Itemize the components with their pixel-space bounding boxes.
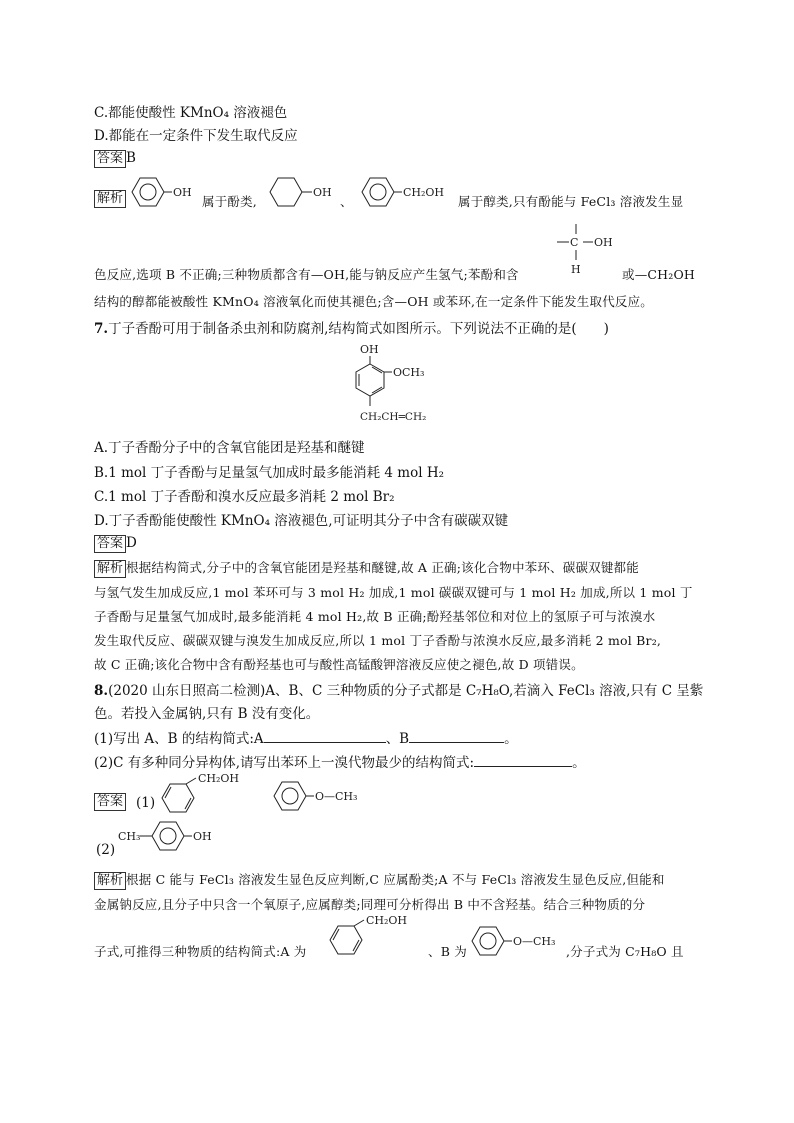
q7-option-a: A.丁子香酚分子中的含氧官能团是羟基和醚键 xyxy=(94,440,365,456)
ans-c-oh: OH xyxy=(193,830,212,843)
eugenol-och3: OCH₃ xyxy=(393,366,425,379)
q8-analysis-row-3: 子式,可推得三种物质的结构简式:A 为 xyxy=(94,944,307,959)
answer-blank-a[interactable] xyxy=(264,730,386,743)
q8-stem-1: (2020 山东日照高二检测)A、B、C 三种物质的分子式都是 C₇H₈O,若滴入 FeCl₃ 溶液,只有 C 呈紫 xyxy=(108,683,704,699)
q7-stem-row xyxy=(94,317,609,337)
an-b-och3: O—CH₃ xyxy=(513,935,556,948)
q8-ans2-label: (2) xyxy=(96,842,116,858)
q6-a2-tail: 或—CH₂OH xyxy=(622,267,696,282)
q6-answer-value: B xyxy=(126,150,136,166)
answer-c-p-cresol xyxy=(118,820,238,854)
q8-ans1-label: (1) xyxy=(136,795,156,811)
q8-analysis-row-1: 解析 根据 C 能与 FeCl₃ 溶液发生显色反应判断,C 应属酚类;A 不与 FeCl₃ 溶液发生显色反应,但能和 xyxy=(94,869,665,890)
ans-c-ch3: CH₃ xyxy=(118,830,141,843)
answer-b-anisole xyxy=(272,780,372,814)
eugenol-allyl: CH₂CH═CH₂ xyxy=(360,411,427,423)
analysis-label: 解析 xyxy=(94,190,126,208)
cyclohexanol-oh: OH xyxy=(313,186,332,199)
analysis-a-benzyl-alcohol xyxy=(328,914,428,958)
q7-stem: 丁子香酚可用于制备杀虫剂和防腐剂,结构简式如图所示。下列说法不正确的是( ) xyxy=(108,321,609,337)
phenol-structure xyxy=(130,174,190,210)
fragment-c: C xyxy=(570,236,579,249)
answer-blank-c[interactable] xyxy=(474,754,572,767)
q6-answer-row xyxy=(94,147,136,168)
answer-label: 答案 xyxy=(94,793,126,811)
option-c-prev: C.都能使酸性 KMnO₄ 溶液褪色 xyxy=(94,105,288,121)
answer-label: 答案 xyxy=(94,150,126,168)
q7-analysis-row-5: 故 C 正确;该化合物中含有酚羟基也可与酸性高锰酸钾溶液反应使之褪色,故 D 项错误。 xyxy=(94,657,584,672)
an-a-ch2oh: CH₂OH xyxy=(366,914,408,927)
q7-option-d: D.丁子香酚能使酸性 KMnO₄ 溶液褪色,可证明其分子中含有碳碳双键 xyxy=(94,513,509,529)
answer-blank-b[interactable] xyxy=(409,730,504,743)
q8-sub1-row: (1)写出 A、B 的结构简式:A 、B 。 xyxy=(94,731,518,747)
q7-analysis-row-1: 解析 根据结构简式,分子中的含氧官能团是羟基和醚键,故 A 正确;该化合物中苯环、碳碳双键都能 xyxy=(94,557,639,578)
q8-analysis-row-2: 金属钠反应,且分子中只含一个氧原子,应属醇类;同理可分析得出 B 中不含羟基。结合三种物质的分 xyxy=(94,897,646,912)
q7-option-b: B.1 mol 丁子香酚与足量氢气加成时最多能消耗 4 mol H₂ xyxy=(94,465,445,481)
analysis-label: 解析 xyxy=(94,560,126,578)
q7-analysis-row-2: 与氢气发生加成反应,1 mol 苯环可与 3 mol H₂ 加成,1 mol 碳碳双键可与 1 mol H₂ 加成,所以 1 mol 丁 xyxy=(94,585,693,600)
carbon-hydroxyl-fragment xyxy=(555,222,625,280)
ans-a-ch2oh: CH₂OH xyxy=(198,772,240,785)
option-d-prev: D.都能在一定条件下发生取代反应 xyxy=(94,128,298,144)
benzyl-alcohol-structure xyxy=(360,174,455,210)
q6-a1-text: 属于酚类, xyxy=(202,194,257,209)
q7-answer-value: D xyxy=(126,535,137,551)
q8-stem-row-1 xyxy=(94,679,703,699)
q8-stem-2: 色。若投入金属钠,只有 B 没有变化。 xyxy=(94,706,320,722)
q7-number: 7. xyxy=(94,321,109,337)
q7-analysis-row-4: 发生取代反应、碳碳双键与溴发生加成反应,所以 1 mol 丁子香酚与浓溴水反应,最多消耗 2 mol Br₂, xyxy=(94,633,662,648)
ans-b-och3: O—CH₃ xyxy=(315,790,358,803)
q6-a1-sep: 、 xyxy=(340,194,353,209)
cyclohexanol-structure xyxy=(268,174,338,210)
q8-an3-b: 、B 为 xyxy=(428,944,467,959)
eugenol-structure xyxy=(340,340,460,430)
q7-option-c: C.1 mol 丁子香酚和溴水反应最多消耗 2 mol Br₂ xyxy=(94,489,395,505)
benzyl-ch2oh: CH₂OH xyxy=(403,186,445,199)
eugenol-oh: OH xyxy=(360,343,379,356)
fragment-h: H xyxy=(571,263,581,276)
q7-analysis-row-3: 子香酚与足量氢气加成时,最多能消耗 4 mol H₂,故 B 正确;酚羟基邻位和对位上的氢原子可与浓溴水 xyxy=(94,609,656,624)
q8-an3-tail: ,分子式为 C₇H₈O 且 xyxy=(566,944,684,959)
q6-a1-tail: 属于醇类,只有酚能与 FeCl₃ 溶液发生显 xyxy=(458,194,684,209)
q8-sub2-row: (2)C 有多种同分异构体,请写出苯环上一溴代物最少的结构简式: 。 xyxy=(94,755,586,771)
answer-label: 答案 xyxy=(94,535,126,553)
q6-a3-text: 结构的醇都能被酸性 KMnO₄ 溶液氧化而使其褪色;含—OH 或苯环,在一定条件下能发生取代反应。 xyxy=(94,294,654,309)
fragment-oh: OH xyxy=(594,236,613,249)
q7-answer-row xyxy=(94,532,137,553)
phenol-oh: OH xyxy=(173,186,192,199)
analysis-label: 解析 xyxy=(94,872,126,890)
q6-a2-text: 色反应,选项 B 不正确;三种物质都含有—OH,能与钠反应产生氢气;苯酚和含 xyxy=(94,267,519,282)
analysis-b-anisole xyxy=(470,925,570,959)
q8-number: 8. xyxy=(94,683,109,699)
answer-a-benzyl-alcohol xyxy=(160,772,260,816)
